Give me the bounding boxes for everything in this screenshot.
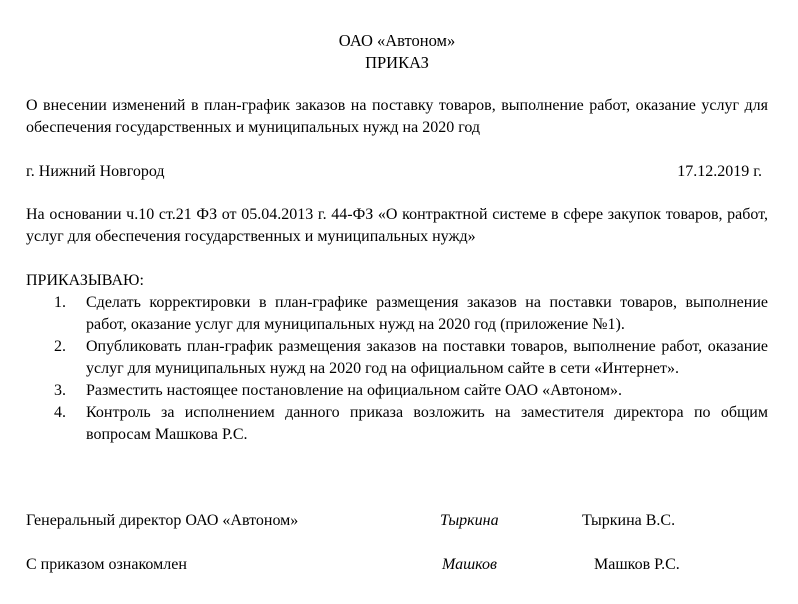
list-item-number: 4. xyxy=(54,404,66,421)
list-item xyxy=(26,336,768,380)
list-item xyxy=(26,380,768,402)
handwritten-signature: Тыркина xyxy=(440,512,499,529)
order-word: ПРИКАЗЫВАЮ: xyxy=(26,272,144,289)
list-item-text: Опубликовать план-график размещения заказов на поставки товаров, выполнение работ, оказание услуг для муниципальных нужд на 2020 год на официальном сайте в сети «Интернет». xyxy=(86,338,768,377)
list-item xyxy=(26,292,768,336)
list-item-text: Контроль за исполнением данного приказа возложить на заместителя директора по общим вопросам Машкова Р.С. xyxy=(86,404,768,443)
legal-basis: На основании ч.10 ст.21 ФЗ от 05.04.2013 г. 44-ФЗ «О контрактной системе в сфере закупок товаров, работ, услуг для обеспечения государственных и муниципальных нужд» xyxy=(26,206,768,245)
list-item-number: 2. xyxy=(54,338,66,355)
handwritten-signature: Машков xyxy=(442,556,497,573)
order-date: 17.12.2019 г. xyxy=(677,163,762,180)
place: г. Нижний Новгород xyxy=(26,163,165,180)
director-signature-row xyxy=(26,510,768,532)
order-items xyxy=(26,292,768,446)
organization-name: ОАО «Автоном» xyxy=(338,31,456,50)
list-item-number: 3. xyxy=(54,382,66,399)
signatory-name: Машков Р.С. xyxy=(594,556,680,573)
list-item xyxy=(26,402,768,446)
list-item-text: Сделать корректировки в план-графике размещения заказов на поставки товаров, выполнение работ, оказание услуг для муниципальных нужд на 2020 год (приложение №1). xyxy=(86,294,768,333)
place-date-row xyxy=(26,161,762,183)
order-subject: О внесении изменений в план-график заказов на поставку товаров, выполнение работ, оказание услуг для обеспечения государственных и муниципальных нужд на 2020 год xyxy=(26,97,768,136)
list-item-text: Разместить настоящее постановление на официальном сайте ОАО «Автоном». xyxy=(86,382,622,399)
acknowledgement-signature-row xyxy=(26,554,768,576)
list-item-number: 1. xyxy=(54,294,66,311)
document-type: ПРИКАЗ xyxy=(365,53,429,72)
signatory-name: Тыркина В.С. xyxy=(582,512,676,529)
acknowledgement-label: С приказом ознакомлен xyxy=(26,556,187,573)
order-document xyxy=(26,0,768,604)
signatory-role: Генеральный директор ОАО «Автоном» xyxy=(26,512,299,529)
